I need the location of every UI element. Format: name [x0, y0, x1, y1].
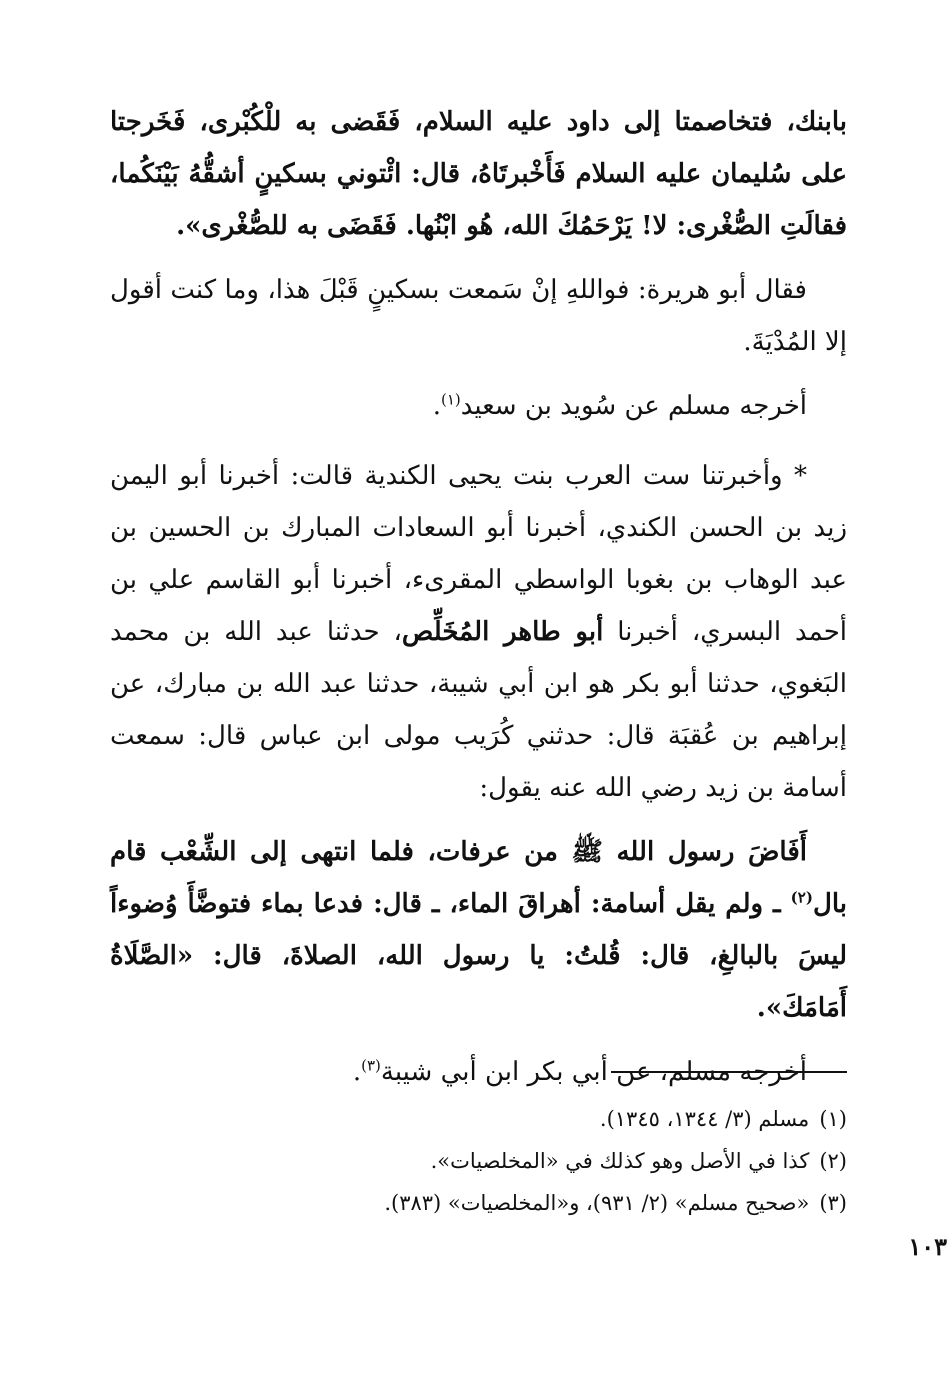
footnote-number: (٢)	[819, 1149, 847, 1173]
footnote-1	[110, 1098, 847, 1140]
footnotes	[110, 1098, 847, 1224]
takhrij-text: أخرجه مسلم، عن أبي بكر ابن أبي شيبة	[380, 1057, 807, 1087]
page-number: ١٠٣	[908, 1232, 947, 1261]
takhrij-muslim-1	[110, 380, 847, 432]
footnote-ref-3: (٣)	[361, 1056, 381, 1075]
isnad-paragraph	[110, 450, 847, 814]
footnote-text: «صحيح مسلم» (٢/ ٩٣١)، و«المخلصيات» (٣٨٣).	[384, 1191, 810, 1215]
hadith-text-2: ـ ولم يقل أسامة: أهراقَ الماء، ـ قال: فدعا بماء فتوضَّأَ وُضوءاً ليسَ بالبالغِ، قال: قُلتُ: يا رسول الله، الصلاةَ، قال: «الصَّلَاةُ أَمَامَكَ».	[110, 889, 847, 1023]
isnad-text-2: ، حدثنا عبد الله بن محمد البَغوي، حدثنا أبو بكر هو ابن أبي شيبة، حدثنا عبد الله بن مبارك، عن إبراهيم بن عُقبَة قال: حدثني كُرَيب مولى ابن عباس قال: سمعت أسامة بن زيد رضي الله عنه يقول:	[110, 617, 847, 803]
abu-hurayra-statement: فقال أبو هريرة: فواللهِ إنْ سَمعت بسكينٍ قَبْلَ هذا، وما كنت أقول إلا المُدْيَةَ.	[110, 275, 847, 357]
takhrij-end: .	[352, 1057, 362, 1087]
footnote-2	[110, 1140, 847, 1182]
takhrij-end: .	[432, 391, 441, 421]
hadith-osama-text	[110, 826, 847, 1034]
hadith-text-1: أَفَاضَ رسول الله ﷺ من عرفات، فلما انتهى إلى الشِّعْب قام بال	[110, 837, 847, 919]
footnote-ref-2: (٢)	[790, 888, 813, 907]
footnote-number: (٣)	[819, 1191, 847, 1215]
footnote-text: كذا في الأصل وهو كذلك في «المخلصيات».	[430, 1149, 810, 1173]
footnote-text: مسلم (٣/ ١٣٤٤، ١٣٤٥).	[599, 1107, 810, 1131]
footnote-ref-1: (١)	[440, 390, 461, 409]
isnad-narrator-mukhallis: أبو طاهر المُخَلِّص	[401, 617, 604, 647]
hadith-text-continuation: بابنك، فتخاصمتا إلى داود عليه السلام، فَقَضى به للْكُبْرى، فَخَرجتا على سُليمان عليه السلام فَأَخْبرتَاهُ، قال: ائْتوني بسكينٍ أشقُّهُ بَيْنَكُما، فقالَتِ الصُّغْرى: لا! يَرْحَمُكَ الله، هُو ابْنُها. فَقَضَى به للصُّغْرى».	[110, 107, 847, 241]
footnote-separator	[611, 1071, 847, 1073]
footnote-number: (١)	[819, 1107, 847, 1131]
footnote-3	[110, 1182, 847, 1224]
takhrij-text: أخرجه مسلم عن سُويد بن سعيد	[460, 391, 807, 421]
isnad-text-1: * وأخبرتنا ست العرب بنت يحيى الكندية قالت: أخبرنا أبو اليمن زيد بن الحسن الكندي، أخبرنا أبو السعادات المبارك بن الحسين بن عبد الوهاب بن بغوبا الواسطي المقرىء، أخبرنا أبو القاسم علي بن أحمد البسري، أخبرنا	[110, 461, 847, 647]
